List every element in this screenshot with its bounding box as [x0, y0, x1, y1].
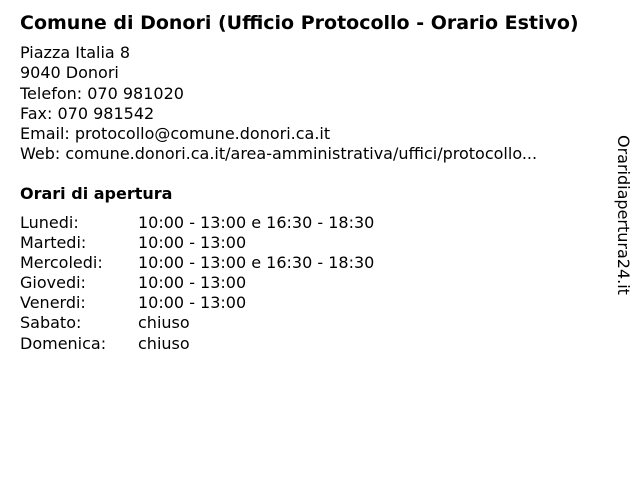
hours-row-monday: [20, 213, 374, 233]
opening-hours-heading: Orari di apertura: [20, 184, 173, 203]
phone-line: Telefon: 070 981020: [20, 83, 184, 103]
email-line: Email: protocollo@comune.donori.ca.it: [20, 124, 331, 144]
day-label: Mercoledi:: [20, 253, 103, 273]
time-value: 10:00 - 13:00: [138, 233, 247, 253]
hours-row-tuesday: [20, 233, 374, 253]
day-label: Venerdi:: [20, 293, 86, 313]
hours-row-sunday: [20, 334, 374, 354]
fax-line: Fax: 070 981542: [20, 103, 155, 123]
time-value: chiuso: [138, 333, 190, 353]
day-label: Lunedi:: [20, 213, 79, 232]
address-line: Piazza Italia 8: [20, 43, 130, 62]
hours-row-friday: [20, 293, 374, 313]
opening-hours-table: [20, 213, 374, 354]
time-value: 10:00 - 13:00 e 16:30 - 18:30: [138, 213, 375, 232]
contact-info: [20, 43, 537, 165]
site-watermark: Oraridiapertura24.it: [614, 135, 633, 295]
page-title: Comune di Donori (Ufficio Protocollo - Orario Estivo): [20, 12, 579, 34]
time-value: 10:00 - 13:00: [138, 293, 247, 313]
time-value: 10:00 - 13:00 e 16:30 - 18:30: [138, 253, 375, 273]
time-value: chiuso: [138, 313, 190, 333]
hours-row-wednesday: [20, 253, 374, 273]
day-label: Martedi:: [20, 233, 87, 253]
day-label: Domenica:: [20, 333, 107, 353]
day-label: Giovedi:: [20, 273, 86, 293]
time-value: 10:00 - 13:00: [138, 273, 247, 293]
hours-row-thursday: [20, 273, 374, 293]
day-label: Sabato:: [20, 313, 82, 333]
web-line: Web: comune.donori.ca.it/area-amministrativa/uffici/protocollo...: [20, 144, 538, 164]
city-line: 9040 Donori: [20, 63, 119, 83]
hours-row-saturday: [20, 313, 374, 333]
